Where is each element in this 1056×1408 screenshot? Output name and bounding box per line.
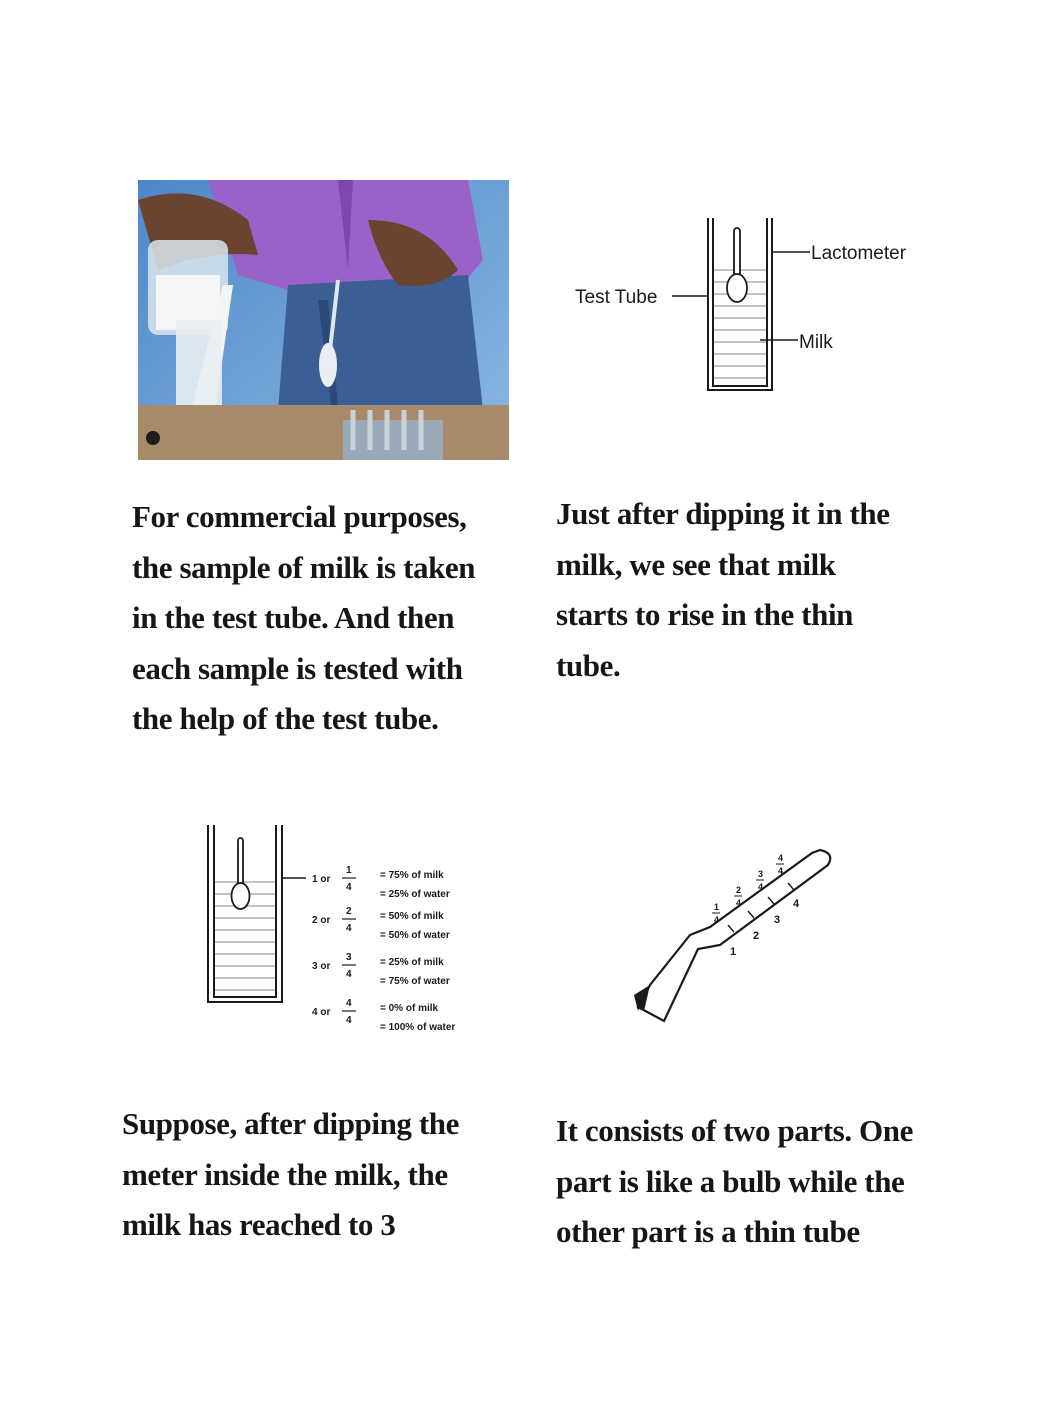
lactometer-fraction-den: 4 [714,915,720,925]
label-milk: Milk [799,332,833,353]
lactometer-fraction-num: 3 [758,869,764,879]
caption-line: milk, we see that milk [556,546,836,582]
lactometer-number: 1 [730,946,737,958]
scale-prefix: 2 or [312,915,331,926]
lactometer-diagram [620,835,850,1035]
lactometer-number: 4 [793,898,800,910]
scale-fraction-num: 1 [346,865,352,876]
caption-line: starts to rise in the thin [556,597,853,632]
scale-prefix: 4 or [312,1007,331,1018]
scale-fraction-num: 3 [346,952,352,963]
caption-top-right [556,489,890,691]
caption-bottom-left [122,1099,459,1251]
scale-line-water: = 50% of water [380,930,450,941]
scale-fraction-num: 4 [346,998,352,1009]
caption-line: tube. [556,647,621,683]
caption-line: It consists of two parts. One [556,1113,913,1148]
caption-line: each sample is tested with [132,650,463,686]
lactometer-fraction-den: 4 [736,898,742,908]
lactometer-fraction-den: 4 [778,866,784,876]
lactometer-fraction-den: 4 [758,882,764,892]
caption-line: other part is a thin tube [556,1214,860,1249]
label-lactometer: Lactometer [811,243,907,264]
lactometer-fraction-num: 2 [736,885,742,895]
caption-line: Just after dipping it in the [556,496,890,531]
milk-water-scale-diagram [200,820,510,1050]
photo-panel [138,180,509,460]
caption-line: in the test tube. And then [132,600,455,635]
caption-top-left [132,492,475,745]
caption-line: the help of the test tube. [132,701,439,736]
scale-line-milk: = 25% of milk [380,957,444,968]
label-test-tube: Test Tube [575,287,658,308]
caption-line: For commercial purposes, [132,499,467,534]
caption-line: milk has reached to 3 [122,1207,396,1242]
scale-fraction-num: 2 [346,906,352,917]
scale-fraction-den: 4 [346,969,352,980]
lactometer-number: 2 [753,930,760,942]
scale-line-milk: = 75% of milk [380,870,444,881]
caption-line: part is like a bulb while the [556,1163,905,1199]
scale-line-milk: = 0% of milk [380,1003,439,1014]
caption-line: meter inside the milk, the [122,1156,448,1192]
scale-line-water: = 100% of water [380,1022,456,1033]
scale-prefix: 3 or [312,961,331,972]
test-tube-diagram [560,200,940,410]
scale-fraction-den: 4 [346,1015,352,1026]
lactometer-number: 3 [774,914,781,926]
scale-line-water: = 25% of water [380,889,450,900]
scale-line-water: = 75% of water [380,976,450,987]
caption-bottom-right [556,1106,913,1258]
caption-line: the sample of milk is taken [132,549,476,585]
scale-prefix: 1 or [312,874,331,885]
scale-fraction-den: 4 [346,923,352,934]
photo-person-pouring-milk-icon [138,180,509,460]
caption-line: Suppose, after dipping the [122,1106,460,1141]
lactometer-fraction-num: 1 [714,902,720,912]
scale-line-milk: = 50% of milk [380,911,444,922]
lactometer-fraction-num: 4 [778,853,784,863]
scale-fraction-den: 4 [346,882,352,893]
